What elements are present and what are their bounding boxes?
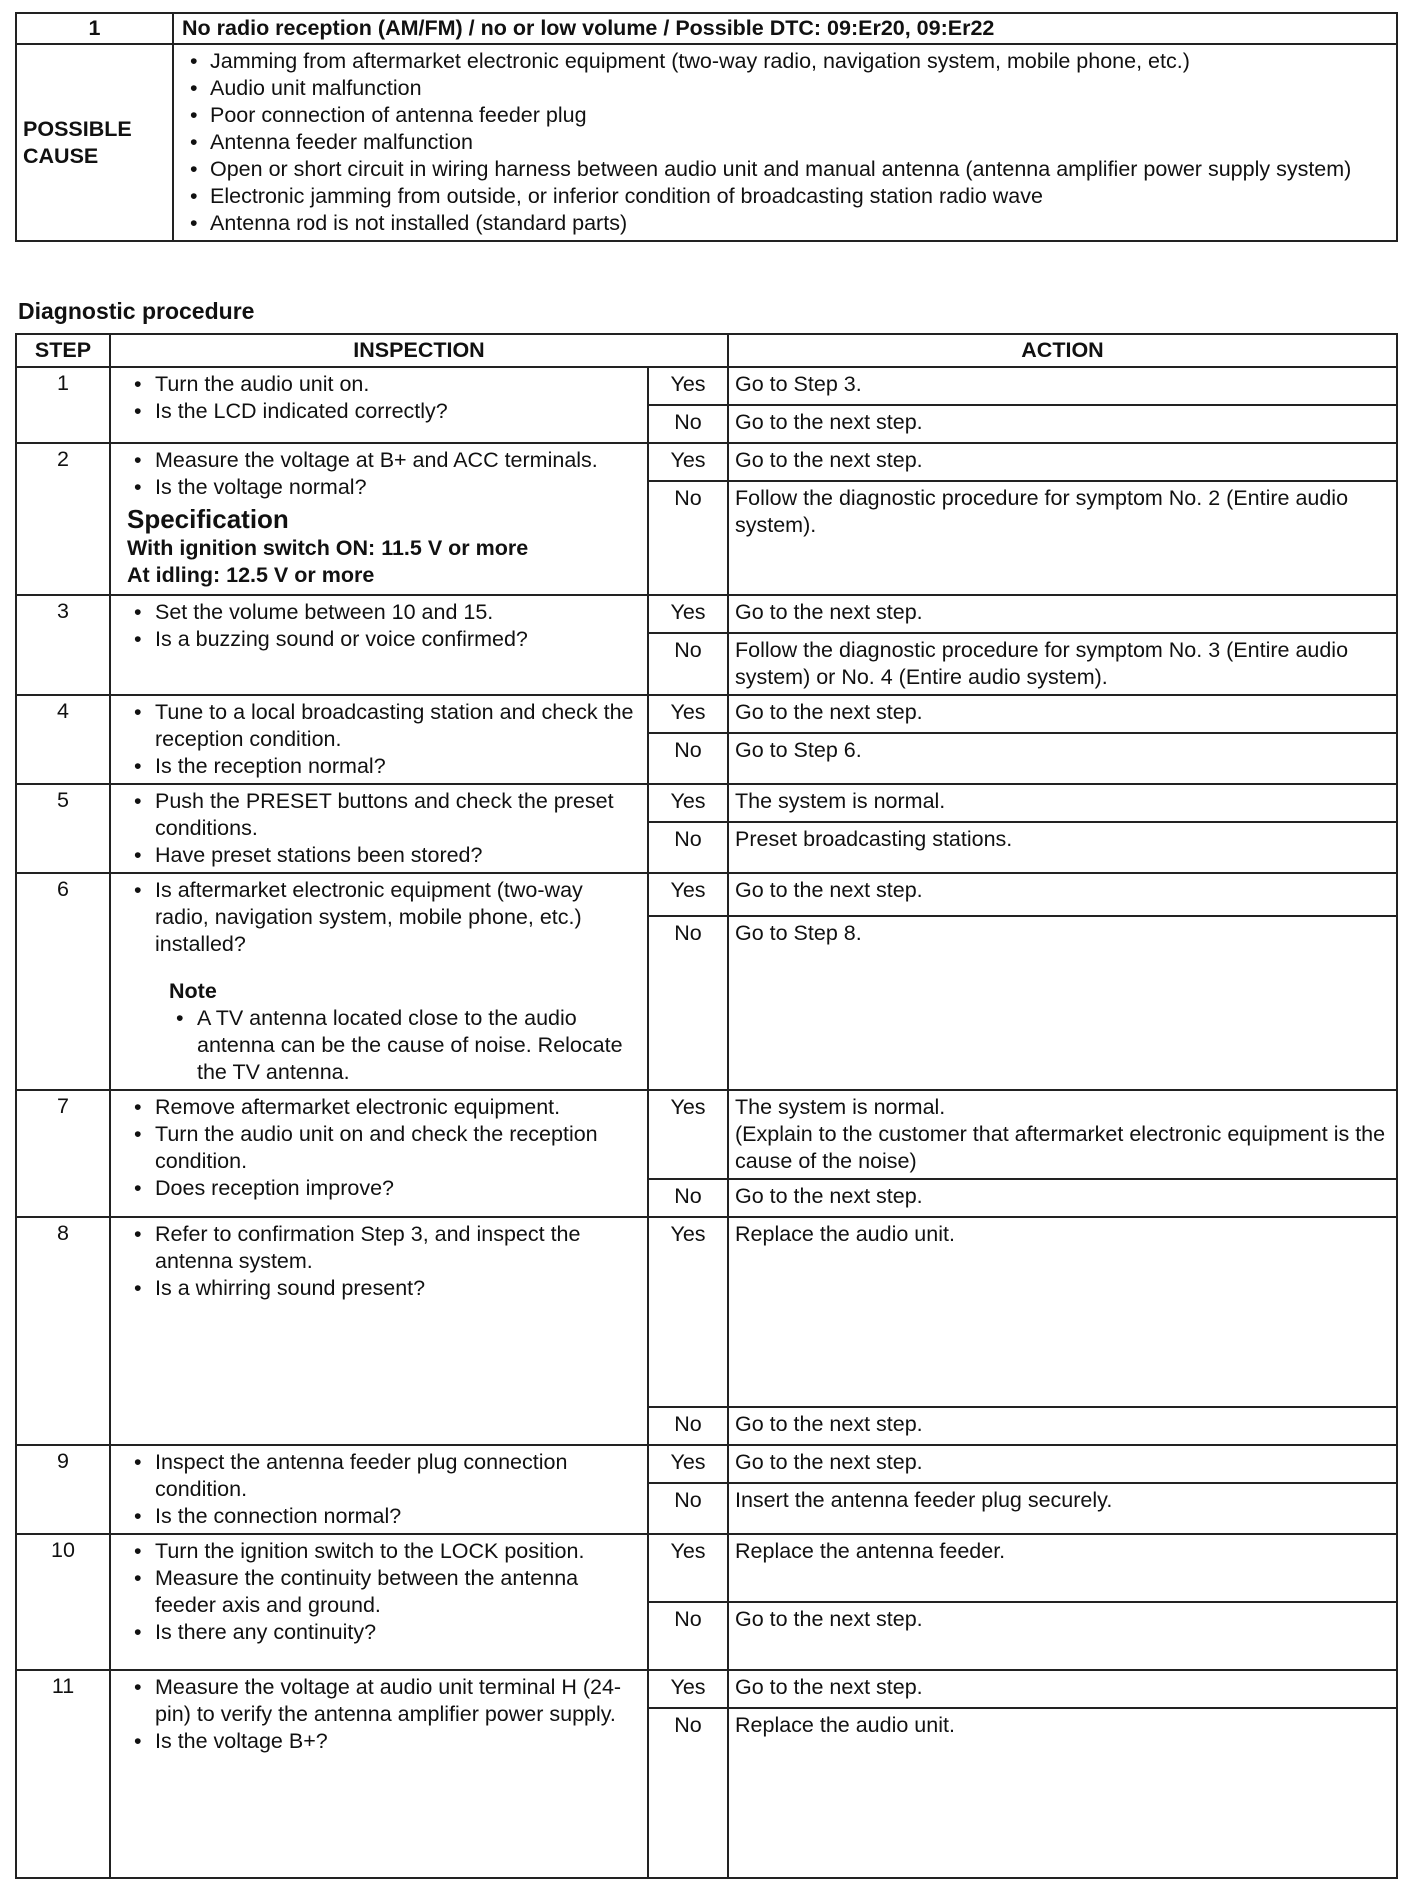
inspection-cell xyxy=(110,1090,648,1217)
procedure-row-yes xyxy=(16,1445,1397,1483)
yes-action-text: Replace the antenna feeder. xyxy=(735,1539,1006,1563)
step-number: 3 xyxy=(16,595,110,695)
inspection-item: • Is the voltage B+? xyxy=(117,1728,641,1755)
possible-cause-item: • Antenna feeder malfunction xyxy=(180,129,1390,156)
no-label: No xyxy=(648,1708,728,1878)
inspection-list xyxy=(117,699,641,780)
no-action: Preset broadcasting stations. xyxy=(728,822,1397,873)
note-item: • A TV antenna located close to the audio antenna can be the cause of noise. Relocate the TV antenna. xyxy=(159,1005,641,1086)
inspection-item: • Turn the ignition switch to the LOCK position. xyxy=(117,1538,641,1565)
inspection-item: • Is a buzzing sound or voice confirmed? xyxy=(117,626,641,653)
inspection-item: • Is a whirring sound present? xyxy=(117,1275,641,1302)
no-action: Replace the audio unit. xyxy=(728,1708,1397,1878)
possible-cause-cell xyxy=(173,44,1397,241)
procedure-row-yes xyxy=(16,1534,1397,1602)
procedure-row-yes xyxy=(16,595,1397,633)
no-label: No xyxy=(648,1483,728,1534)
yes-label: Yes xyxy=(648,367,728,405)
inspection-item: • Is the connection normal? xyxy=(117,1503,641,1530)
yes-action-text: Go to the next step. xyxy=(735,878,923,902)
inspection-item: • Measure the voltage at audio unit terminal H (24-pin) to verify the antenna amplifier power supply. xyxy=(117,1674,641,1728)
inspection-item: • Refer to confirmation Step 3, and inspect the antenna system. xyxy=(117,1221,641,1275)
step-column-header: STEP xyxy=(16,334,110,367)
inspection-list xyxy=(117,1538,641,1646)
inspection-cell xyxy=(110,1670,648,1878)
yes-action xyxy=(728,695,1397,733)
procedure-row-yes xyxy=(16,1670,1397,1708)
possible-cause-item: • Audio unit malfunction xyxy=(180,75,1390,102)
inspection-item: • Tune to a local broadcasting station and check the reception condition. xyxy=(117,699,641,753)
note-list xyxy=(159,1005,641,1086)
yes-action-text: Go to the next step. xyxy=(735,600,923,624)
no-action: Go to Step 6. xyxy=(728,733,1397,784)
yes-action-note: (Explain to the customer that aftermarket electronic equipment is the cause of the noise) xyxy=(735,1122,1386,1173)
inspection-item: • Is there any continuity? xyxy=(117,1619,641,1646)
inspection-item: • Is the LCD indicated correctly? xyxy=(117,398,641,425)
possible-cause-item: • Antenna rod is not installed (standard parts) xyxy=(180,210,1390,237)
inspection-cell xyxy=(110,695,648,784)
inspection-cell xyxy=(110,443,648,595)
inspection-cell xyxy=(110,595,648,695)
yes-action xyxy=(728,1090,1397,1179)
inspection-list xyxy=(117,1449,641,1530)
no-action: Go to the next step. xyxy=(728,405,1397,443)
yes-label: Yes xyxy=(648,873,728,916)
step-number: 5 xyxy=(16,784,110,873)
symptom-header-row xyxy=(16,13,1397,44)
step-number: 9 xyxy=(16,1445,110,1534)
no-label: No xyxy=(648,405,728,443)
yes-action-text: Replace the audio unit. xyxy=(735,1222,955,1246)
inspection-item: • Is the voltage normal? xyxy=(117,474,641,501)
note-title: Note xyxy=(169,979,217,1003)
yes-label: Yes xyxy=(648,1445,728,1483)
yes-action-text: Go to the next step. xyxy=(735,448,923,472)
yes-action-text: The system is normal. xyxy=(735,1095,946,1119)
yes-action-text: Go to Step 3. xyxy=(735,372,862,396)
yes-action xyxy=(728,1534,1397,1602)
specification-title: Specification xyxy=(127,504,289,534)
no-action: Go to the next step. xyxy=(728,1602,1397,1670)
yes-label: Yes xyxy=(648,595,728,633)
no-label: No xyxy=(648,1179,728,1217)
no-label: No xyxy=(648,481,728,595)
possible-cause-item: • Open or short circuit in wiring harness between audio unit and manual antenna (antenna amplifier power supply system) xyxy=(180,156,1390,183)
inspection-cell xyxy=(110,1217,648,1445)
step-number: 2 xyxy=(16,443,110,595)
inspection-list xyxy=(117,599,641,653)
inspection-column-header: INSPECTION xyxy=(110,334,728,367)
yes-action xyxy=(728,784,1397,822)
step-number: 7 xyxy=(16,1090,110,1217)
no-label: No xyxy=(648,733,728,784)
inspection-list xyxy=(117,1674,641,1755)
procedure-row-yes xyxy=(16,443,1397,481)
possible-cause-label: POSSIBLE CAUSE xyxy=(16,44,173,241)
inspection-cell xyxy=(110,873,648,1090)
no-action: Follow the diagnostic procedure for symptom No. 2 (Entire audio system). xyxy=(728,481,1397,595)
yes-action xyxy=(728,873,1397,916)
yes-action-text: Go to the next step. xyxy=(735,1450,923,1474)
yes-label: Yes xyxy=(648,784,728,822)
diagnostic-procedure-heading: Diagnostic procedure xyxy=(18,298,255,324)
yes-label: Yes xyxy=(648,443,728,481)
yes-action-text: Go to the next step. xyxy=(735,1675,923,1699)
step-number: 1 xyxy=(16,367,110,443)
inspection-cell xyxy=(110,1445,648,1534)
step-number: 11 xyxy=(16,1670,110,1878)
procedure-row-yes xyxy=(16,1217,1397,1407)
step-number: 8 xyxy=(16,1217,110,1445)
inspection-item: • Measure the continuity between the antenna feeder axis and ground. xyxy=(117,1565,641,1619)
no-label: No xyxy=(648,1602,728,1670)
yes-action xyxy=(728,1445,1397,1483)
no-label: No xyxy=(648,916,728,1091)
procedure-row-yes xyxy=(16,367,1397,405)
step-number: 6 xyxy=(16,873,110,1090)
yes-label: Yes xyxy=(648,1670,728,1708)
inspection-item: • Measure the voltage at B+ and ACC terminals. xyxy=(117,447,641,474)
step-number: 4 xyxy=(16,695,110,784)
yes-action xyxy=(728,443,1397,481)
procedure-row-yes xyxy=(16,1090,1397,1179)
possible-cause-row xyxy=(16,44,1397,241)
no-action: Insert the antenna feeder plug securely. xyxy=(728,1483,1397,1534)
yes-action-text: The system is normal. xyxy=(735,789,946,813)
inspection-item: • Inspect the antenna feeder plug connection condition. xyxy=(117,1449,641,1503)
yes-label: Yes xyxy=(648,1534,728,1602)
specification-value: At idling: 12.5 V or more xyxy=(127,563,375,587)
inspection-item: • Is aftermarket electronic equipment (two-way radio, navigation system, mobile phone, etc.) installed? xyxy=(117,877,641,958)
yes-action-text: Go to the next step. xyxy=(735,700,923,724)
specification-value: With ignition switch ON: 11.5 V or more xyxy=(127,536,529,560)
inspection-item: • Turn the audio unit on. xyxy=(117,371,641,398)
diagnostic-procedure-table xyxy=(15,333,1398,1879)
symptom-number: 1 xyxy=(16,13,173,44)
no-label: No xyxy=(648,822,728,873)
inspection-list xyxy=(117,877,641,958)
yes-label: Yes xyxy=(648,1217,728,1407)
procedure-row-yes xyxy=(16,873,1397,916)
yes-action xyxy=(728,367,1397,405)
inspection-list xyxy=(117,371,641,425)
symptom-title: No radio reception (AM/FM) / no or low volume / Possible DTC: 09:Er20, 09:Er22 xyxy=(173,13,1397,44)
inspection-cell xyxy=(110,784,648,873)
no-action: Follow the diagnostic procedure for symptom No. 3 (Entire audio system) or No. 4 (Entire audio system). xyxy=(728,633,1397,695)
possible-cause-list xyxy=(180,48,1390,237)
inspection-item: • Is the reception normal? xyxy=(117,753,641,780)
inspection-item: • Push the PRESET buttons and check the preset conditions. xyxy=(117,788,641,842)
note-block xyxy=(159,978,641,1086)
procedure-row-yes xyxy=(16,784,1397,822)
inspection-item: • Turn the audio unit on and check the reception condition. xyxy=(117,1121,641,1175)
inspection-list xyxy=(117,1094,641,1202)
inspection-cell xyxy=(110,1534,648,1670)
yes-action xyxy=(728,595,1397,633)
procedure-body xyxy=(16,367,1397,1878)
inspection-item: • Have preset stations been stored? xyxy=(117,842,641,869)
inspection-list xyxy=(117,1221,641,1302)
yes-action xyxy=(728,1670,1397,1708)
possible-cause-item: • Electronic jamming from outside, or inferior condition of broadcasting station radio wave xyxy=(180,183,1390,210)
no-action: Go to Step 8. xyxy=(728,916,1397,1091)
action-column-header: ACTION xyxy=(728,334,1397,367)
inspection-list xyxy=(117,788,641,869)
yes-label: Yes xyxy=(648,695,728,733)
symptom-table xyxy=(15,12,1398,242)
possible-cause-item: • Poor connection of antenna feeder plug xyxy=(180,102,1390,129)
step-number: 10 xyxy=(16,1534,110,1670)
no-action: Go to the next step. xyxy=(728,1407,1397,1445)
no-action: Go to the next step. xyxy=(728,1179,1397,1217)
inspection-item: • Remove aftermarket electronic equipment. xyxy=(117,1094,641,1121)
procedure-header-row xyxy=(16,334,1397,367)
procedure-row-yes xyxy=(16,695,1397,733)
inspection-item: • Does reception improve? xyxy=(117,1175,641,1202)
no-label: No xyxy=(648,633,728,695)
inspection-list xyxy=(117,447,641,501)
inspection-item: • Set the volume between 10 and 15. xyxy=(117,599,641,626)
no-label: No xyxy=(648,1407,728,1445)
yes-label: Yes xyxy=(648,1090,728,1179)
inspection-cell xyxy=(110,367,648,443)
yes-action xyxy=(728,1217,1397,1407)
possible-cause-item: • Jamming from aftermarket electronic equipment (two-way radio, navigation system, mobile phone, etc.) xyxy=(180,48,1390,75)
